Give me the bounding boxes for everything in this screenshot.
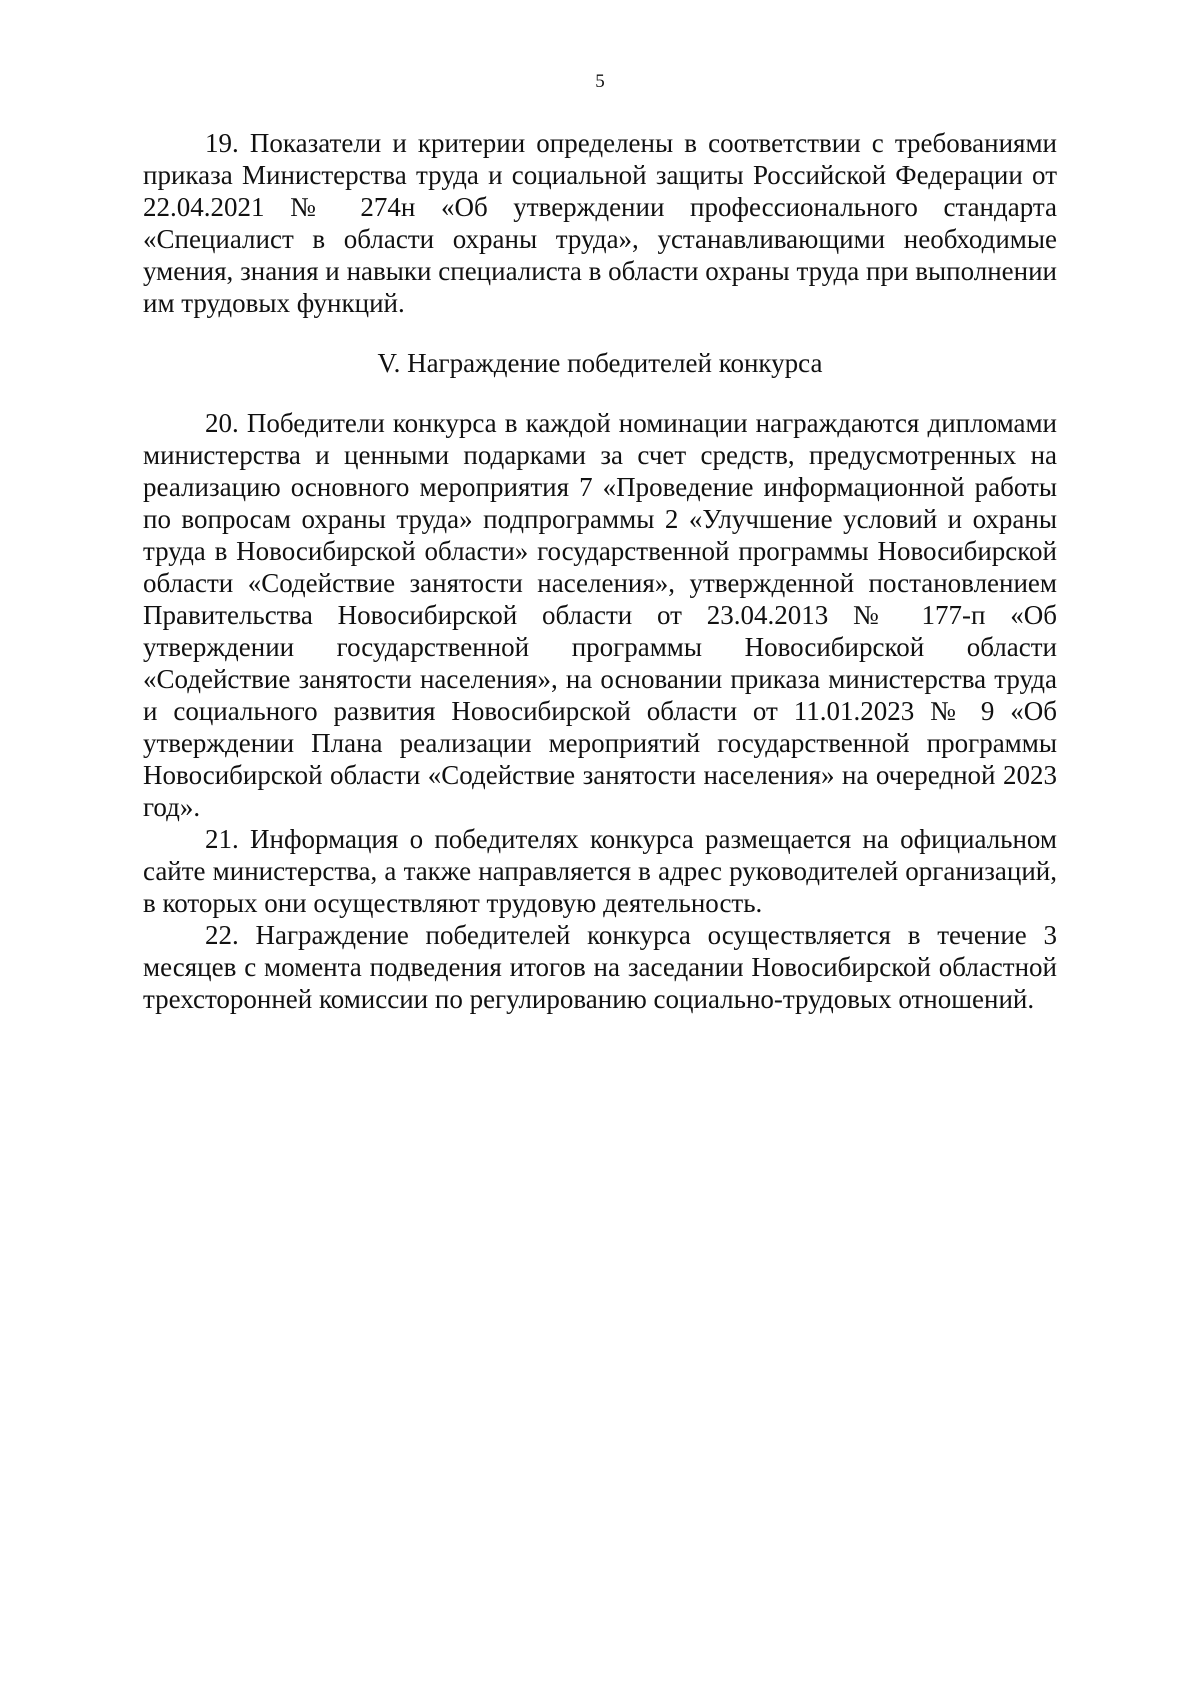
page-number: 5 [595, 71, 605, 92]
document-body [143, 127, 1057, 1015]
paragraph-22: 22. Награждение победителей конкурса осуществляется в течение 3 месяцев с момента подведения итогов на заседании Новосибирской областной трехсторонней комиссии по регулированию социально-трудовых отношений. [143, 920, 1057, 1014]
paragraph-21: 21. Информация о победителях конкурса размещается на официальном сайте министерства, а также направляется в адрес руководителей организаций, в которых они осуществляют трудовую деятельность. [143, 824, 1057, 918]
paragraph-19: 19. Показатели и критерии определены в соответствии с требованиями приказа Министерства труда и социальной защиты Российской Федерации от 22.04.2021 № 274н «Об утверждении профессионального стандарта «Специалист в области охраны труда», устанавливающими необходимые умения, знания и навыки специалиста в области охраны труда при выполнении им трудовых функций. [143, 128, 1057, 318]
paragraph-20: 20. Победители конкурса в каждой номинации награждаются дипломами министерства и ценными подарками за счет средств, предусмотренных на реализацию основного мероприятия 7 «Проведение информационной работы по вопросам охраны труда» подпрограммы 2 «Улучшение условий и охраны труда в Новосибирской области» государственной программы Новосибирской области «Содействие занятости населения», утвержденной постановлением Правительства Новосибирской области от 23.04.2013 № 177-п «Об утверждении государственной программы Новосибирской области «Содействие занятости населения», на основании приказа министерства труда и социального развития Новосибирской области от 11.01.2023 № 9 «Об утверждении Плана реализации мероприятий государственной программы Новосибирской области «Содействие занятости населения» на очередной 2023 год». [143, 408, 1057, 822]
section-heading: V. Награждение победителей конкурса [377, 348, 823, 378]
